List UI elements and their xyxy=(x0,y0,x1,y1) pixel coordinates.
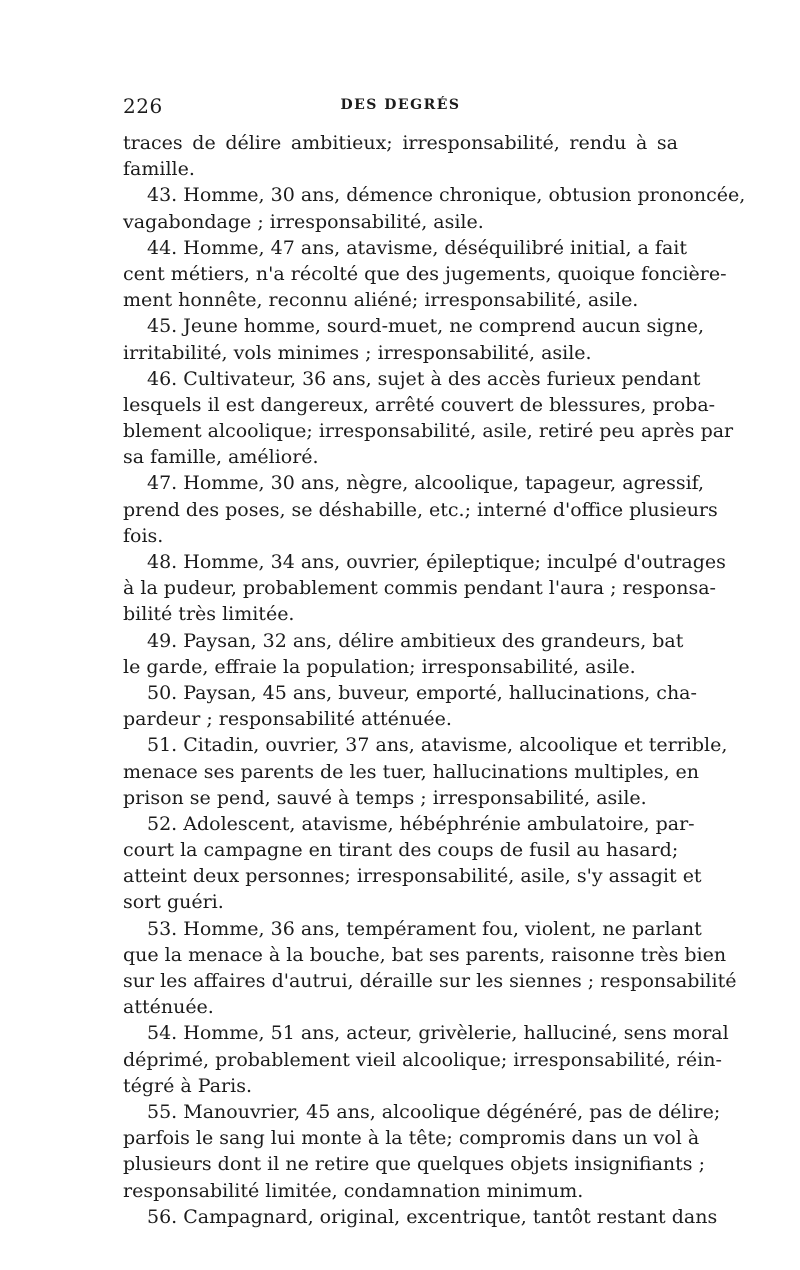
text-line: atténuée. xyxy=(123,996,214,1019)
text-line: 45. Jeune homme, sourd-muet, ne comprend aucun signe, xyxy=(147,315,704,338)
text-line: 48. Homme, 34 ans, ouvrier, épileptique; inculpé d'outrages xyxy=(147,551,726,573)
text-line: 44. Homme, 47 ans, atavisme, déséquilibré initial, a fait xyxy=(147,236,688,259)
text-line: 54. Homme, 51 ans, acteur, grivèlerie, halluciné, sens moral xyxy=(147,1022,729,1045)
text-line: traces de délire ambitieux; irresponsabilité, rendu à sa xyxy=(123,132,678,154)
text-line: cent métiers, n'a récolté que des jugements, quoique foncière- xyxy=(123,262,727,285)
text-line: 47. Homme, 30 ans, nègre, alcoolique, tapageur, agressif, xyxy=(147,472,705,495)
text-line: que la menace à la bouche, bat ses parents, raisonne très bien xyxy=(123,943,727,966)
page-number: 226 xyxy=(123,94,163,118)
text-line: famille. xyxy=(123,158,195,181)
text-line: 49. Paysan, 32 ans, délire ambitieux des grandeurs, bat xyxy=(147,629,684,652)
page-header xyxy=(123,94,678,120)
text-line: 51. Citadin, ouvrier, 37 ans, atavisme, alcoolique et terrible, xyxy=(147,734,728,757)
text-line: vagabondage ; irresponsabilité, asile. xyxy=(123,210,484,233)
text-line: atteint deux personnes; irresponsabilité, asile, s'y assagit et xyxy=(123,865,702,888)
text-line: fois. xyxy=(123,524,164,547)
text-line: 53. Homme, 36 ans, tempérament fou, violent, ne parlant xyxy=(147,917,702,940)
body-text xyxy=(123,130,746,1230)
text-line: parfois le sang lui monte à la tête; compromis dans un vol à xyxy=(123,1127,700,1150)
text-line: 55. Manouvrier, 45 ans, alcoolique dégénéré, pas de délire; xyxy=(147,1100,721,1123)
text-line: déprimé, probablement vieil alcoolique; irresponsabilité, réin- xyxy=(123,1048,722,1071)
text-line: sa famille, amélioré. xyxy=(123,446,319,469)
text-line: prend des poses, se déshabille, etc.; interné d'office plusieurs xyxy=(123,498,718,521)
text-line: irritabilité, vols minimes ; irresponsabilité, asile. xyxy=(123,341,592,364)
text-line: 50. Paysan, 45 ans, buveur, emporté, hallucinations, cha- xyxy=(147,681,697,704)
text-line: 46. Cultivateur, 36 ans, sujet à des accès furieux pendant xyxy=(147,367,701,390)
text-line: bilité très limitée. xyxy=(123,603,295,626)
text-line: lesquels il est dangereux, arrêté couvert de blessures, proba- xyxy=(123,393,716,416)
text-line: le garde, effraie la population; irresponsabilité, asile. xyxy=(123,655,636,678)
text-line: tégré à Paris. xyxy=(123,1074,252,1097)
text-line: 43. Homme, 30 ans, démence chronique, obtusion prononcée, xyxy=(147,184,746,207)
text-line: menace ses parents de les tuer, hallucinations multiples, en xyxy=(123,760,700,783)
text-line: responsabilité limitée, condamnation minimum. xyxy=(123,1179,584,1202)
text-line: 52. Adolescent, atavisme, hébéphrénie ambulatoire, par- xyxy=(147,812,695,835)
text-line: sur les affaires d'autrui, déraille sur les siennes ; responsabilité xyxy=(123,970,737,992)
text-line: prison se pend, sauvé à temps ; irresponsabilité, asile. xyxy=(123,786,647,809)
text-line: à la pudeur, probablement commis pendant l'aura ; responsa- xyxy=(123,577,716,600)
text-line: blement alcoolique; irresponsabilité, asile, retiré peu après par xyxy=(123,420,734,443)
text-line: court la campagne en tirant des coups de fusil au hasard; xyxy=(123,839,679,862)
text-line: ment honnête, reconnu aliéné; irresponsabilité, asile. xyxy=(123,289,639,312)
text-line: pardeur ; responsabilité atténuée. xyxy=(123,708,452,731)
text-line: 56. Campagnard, original, excentrique, tantôt restant dans xyxy=(147,1205,718,1228)
running-title: DES DEGRÉS xyxy=(340,97,461,113)
text-line: sort guéri. xyxy=(123,891,224,914)
text-line: plusieurs dont il ne retire que quelques objets insignifiants ; xyxy=(123,1153,705,1176)
